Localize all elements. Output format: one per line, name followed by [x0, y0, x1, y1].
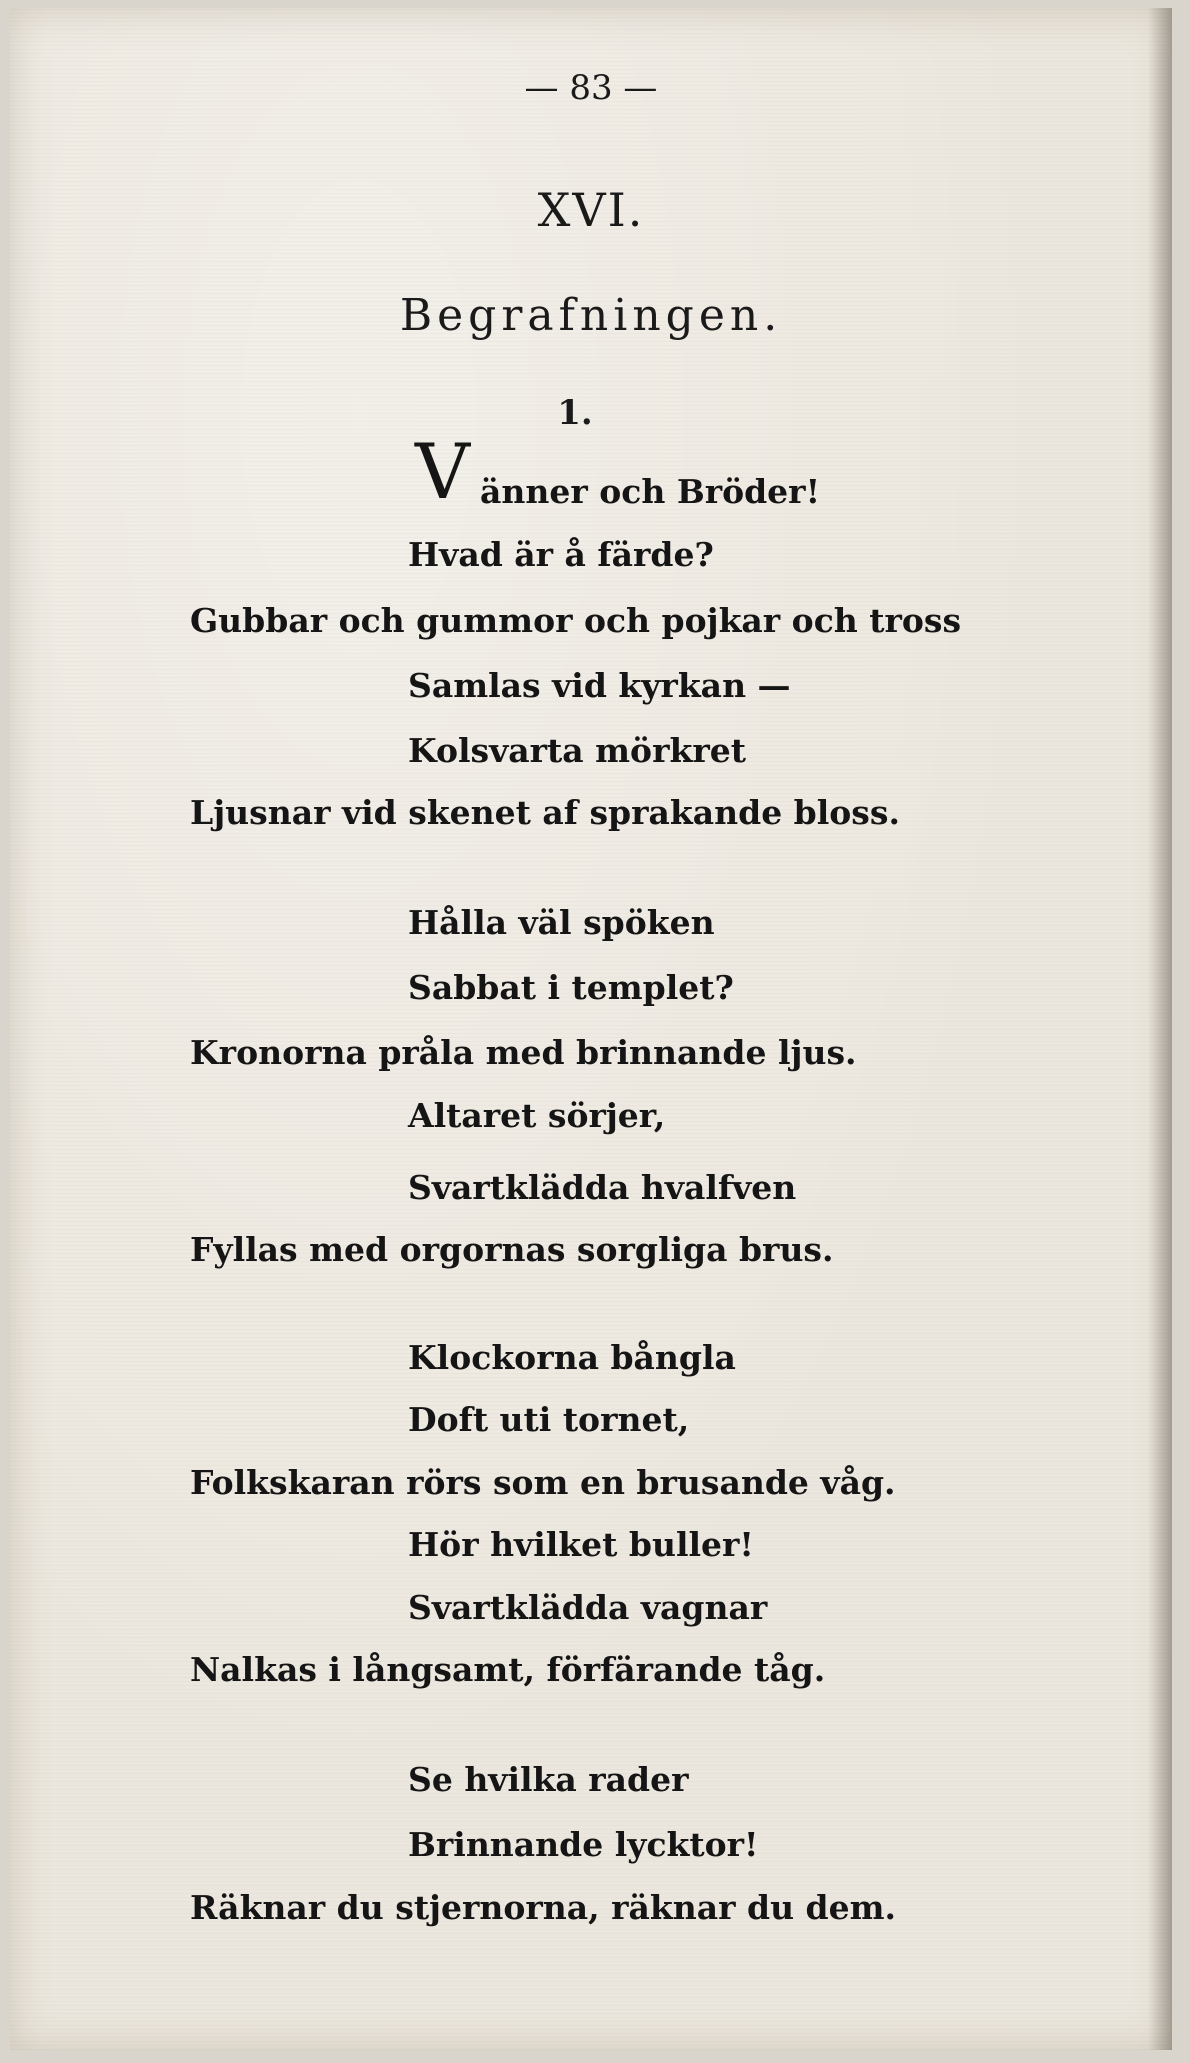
poem-line: Ljusnar vid skenet af sprakande bloss.: [190, 793, 900, 832]
poem-line: Nalkas i långsamt, förfärande tåg.: [190, 1650, 826, 1689]
poem-line: Folkskaran rörs som en brusande våg.: [190, 1463, 896, 1502]
poem-line: Brinnande lycktor!: [408, 1825, 759, 1864]
page-number: — 83 —: [524, 68, 658, 108]
poem-line: Klockorna bångla: [408, 1338, 736, 1377]
poem-line: Fyllas med orgornas sorgliga brus.: [190, 1230, 834, 1269]
poem-line: Sabbat i templet?: [408, 968, 734, 1007]
poem-line: Hålla väl spöken: [408, 903, 715, 942]
poem-line: Svartklädda hvalfven: [408, 1168, 797, 1207]
section-numeral: XVI.: [537, 183, 645, 237]
poem-line: Altaret sörjer,: [408, 1096, 666, 1135]
poem-line: Doft uti tornet,: [408, 1400, 690, 1439]
poem-line: Se hvilka rader: [408, 1760, 689, 1799]
poem-line: Samlas vid kyrkan —: [408, 666, 791, 705]
poem-line-1: änner och Bröder!: [480, 472, 821, 511]
poem-line: Gubbar och gummor och pojkar och tross: [190, 601, 962, 640]
poem-title: Begrafningen.: [399, 290, 783, 341]
poem-line: Räknar du stjernorna, räknar du dem.: [190, 1888, 897, 1927]
poem-part-number: 1.: [557, 393, 593, 433]
poem-line: Kronorna pråla med brinnande ljus.: [190, 1033, 857, 1072]
poem-line: Svartklädda vagnar: [408, 1588, 768, 1627]
poem-line: Hvad är å färde?: [408, 535, 714, 574]
poem-line: Kolsvarta mörkret: [408, 731, 746, 770]
poem-line: Hör hvilket buller!: [408, 1525, 754, 1564]
drop-cap: V: [415, 427, 470, 516]
book-page: [10, 8, 1172, 2050]
